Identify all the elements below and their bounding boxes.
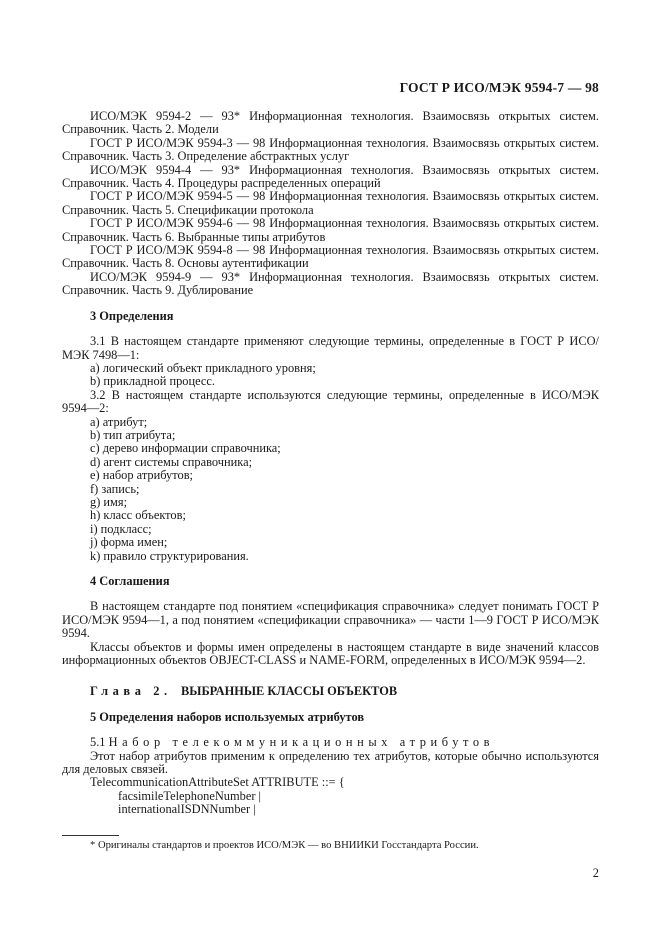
list-item: a) логический объект прикладного уровня; (90, 360, 316, 375)
section-heading: 4 Соглашения (90, 574, 170, 588)
section-heading: 5 Определения наборов используемых атрибутов (90, 709, 365, 724)
reference-item: ИСО/МЭК 9594-9 — 93* Информационная технология. Взаимосвязь открытых систем. Справочник. Часть 9. Дублирование (62, 269, 599, 298)
reference-item: ИСО/МЭК 9594-4 — 93* Информационная технология. Взаимосвязь открытых систем. Справочник. Часть 4. Процедуры распределенных операций (62, 162, 599, 191)
code-line: TelecommunicationAttributeSet ATTRIBUTE ::= { (90, 775, 345, 790)
paragraph: 3.1 В настоящем стандарте применяют следующие термины, определенные в ГОСТ Р ИСО/МЭК 7498—1: (62, 334, 599, 362)
reference-item: ИСО/МЭК 9594-2 — 93* Информационная технология. Взаимосвязь открытых систем. Справочник. Часть 2. Модели (62, 109, 599, 137)
paragraph: Этот набор атрибутов применим к определению тех атрибутов, которые обычно используются для деловых связей. (62, 748, 599, 777)
reference-item: ГОСТ Р ИСО/МЭК 9594-5 — 98 Информационная технология. Взаимосвязь открытых систем. Справочник. Часть 5. Спецификации протокола (62, 189, 599, 217)
reference-item: ГОСТ Р ИСО/МЭК 9594-3 — 98 Информационная технология. Взаимосвязь открытых систем. Справочник. Часть 3. Определение абстрактных услуг (62, 135, 599, 164)
code-line: facsimileTelephoneNumber | (118, 788, 262, 803)
page-content (62, 110, 599, 817)
section-heading: 3 Определения (90, 308, 174, 323)
list-item: f) запись; (90, 481, 140, 496)
footnote-rule (62, 835, 119, 836)
code-line: internationalISDNNumber | (118, 802, 256, 817)
list-item: e) набор атрибутов; (90, 468, 193, 483)
list-item: c) дерево информации справочника; (90, 441, 281, 456)
list-item: i) подкласс; (90, 521, 152, 536)
paragraph: Классы объектов и формы имен определены в настоящем стандарте в виде значений классов информационных объектов OBJECT-CLASS и NAME-FORM, определенных в ИСО/МЭК 9594—2. (62, 639, 599, 668)
subsection-title: Набор телекоммуникационных атрибутов (108, 735, 495, 750)
paragraph: 3.2 В настоящем стандарте используются следующие термины, определенные в ИСО/МЭК 9594—2: (62, 387, 599, 416)
chapter-label: Глава 2. (90, 684, 172, 699)
paragraph: В настоящем стандарте под понятием «спецификация справочника» следует понимать ГОСТ Р ИСО/МЭК 9594—1, а под понятием «спецификации справочника» — части 1—9 ГОСТ Р ИСО/МЭК 9594. (62, 599, 599, 641)
list-item: d) агент системы справочника; (90, 454, 253, 469)
page-number: 2 (592, 866, 599, 880)
footnote: * Оригиналы стандартов и проектов ИСО/МЭК — во ВНИИКИ Госстандарта России. (90, 840, 479, 851)
reference-item: ГОСТ Р ИСО/МЭК 9594-6 — 98 Информационная технология. Взаимосвязь открытых систем. Справочник. Часть 6. Выбранные типы атрибутов (62, 216, 599, 244)
document-header: ГОСТ Р ИСО/МЭК 9594-7 — 98 (399, 80, 599, 95)
reference-item: ГОСТ Р ИСО/МЭК 9594-8 — 98 Информационная технология. Взаимосвязь открытых систем. Справочник. Часть 8. Основы аутентификации (62, 243, 599, 271)
list-item: b) тип атрибута; (90, 427, 176, 442)
subsection-heading (62, 736, 599, 749)
list-item: g) имя; (90, 494, 128, 509)
list-item: a) атрибут; (90, 414, 148, 429)
list-item: k) правило структурирования. (90, 548, 249, 563)
list-item: j) форма имен; (90, 535, 168, 550)
chapter-heading (62, 685, 599, 698)
chapter-title: ВЫБРАННЫЕ КЛАССЫ ОБЪЕКТОВ (181, 684, 398, 699)
list-item: b) прикладной процесс. (90, 374, 215, 389)
list-item: h) класс объектов; (90, 508, 186, 523)
subsection-number: 5.1 (90, 735, 106, 750)
